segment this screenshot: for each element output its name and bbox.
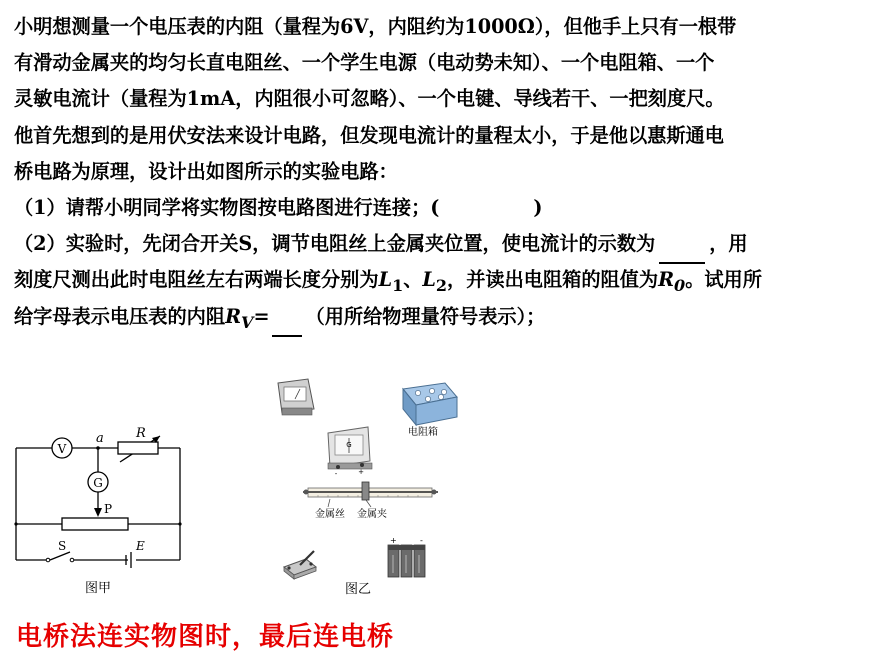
label-e: E bbox=[136, 539, 145, 553]
galv-minus-mark: - bbox=[334, 470, 338, 478]
red-hint-note: 电桥法连实物图时，最后连电桥 bbox=[16, 622, 395, 652]
apparatus-figure bbox=[270, 375, 460, 600]
caption-fig-a: 图甲 bbox=[84, 581, 112, 596]
battery-minus-mark: - bbox=[420, 536, 423, 545]
resistance-box bbox=[403, 383, 457, 425]
circuit-diagram bbox=[8, 420, 188, 600]
question-2-prefix: （2）实验时，先闭合开关S，调节电阻丝上金属夹位置，使电流计的示数为 bbox=[14, 232, 656, 256]
label-g: G bbox=[93, 476, 103, 490]
problem-line-4: 他首先想到的是用伏安法来设计电路，但发现电流计的量程太小，于是他以惠斯通电 bbox=[14, 123, 724, 147]
galv-plus-mark: + bbox=[358, 468, 364, 476]
switch-device bbox=[284, 551, 316, 579]
symbol-R0: R bbox=[658, 268, 675, 292]
problem-line-1: 小明想测量一个电压表的内阻（量程为6V，内阻约为1000Ω），但他手上只有一根带 bbox=[14, 15, 737, 38]
battery-plus-mark: + bbox=[390, 536, 397, 545]
question-2-line-2-post: 。试用所 bbox=[685, 268, 762, 292]
symbol-RV: R bbox=[225, 304, 242, 328]
battery-pack bbox=[388, 536, 425, 577]
question-2-line-3 bbox=[14, 299, 880, 335]
question-2-line-2-pre: 刻度尺测出此时电阻丝左右两端长度分别为 bbox=[14, 268, 379, 292]
question-2-suffix: ，用 bbox=[709, 232, 748, 256]
question-2-line-2 bbox=[14, 262, 880, 298]
problem-text bbox=[14, 9, 880, 335]
symbol-L2: L bbox=[422, 268, 436, 292]
answer-blank-current[interactable] bbox=[659, 226, 705, 264]
resistance-wire bbox=[62, 518, 128, 530]
label-v: V bbox=[57, 442, 67, 456]
question-1-text: （1）请帮小明同学将实物图按电路图进行连接；( bbox=[14, 195, 440, 219]
question-1-close: ) bbox=[533, 195, 543, 219]
symbol-sep: 、 bbox=[403, 268, 423, 292]
problem-line-3: 灵敏电流计（量程为1mA，内阻很小可忽略）、一个电键、导线若干、一把刻度尺。 bbox=[14, 87, 725, 111]
symbol-L2-sub: 2 bbox=[435, 276, 448, 296]
metal-wire-ruler bbox=[303, 482, 438, 507]
question-2-line-3-post: （用所给物理量符号表示）； bbox=[305, 304, 546, 328]
symbol-R0-sub: 0 bbox=[674, 276, 686, 296]
label-resistance-box: 电阻箱 bbox=[408, 427, 438, 438]
voltmeter-device bbox=[278, 379, 314, 415]
metal-clamp bbox=[362, 482, 369, 500]
question-2-line-2-mid: ，并读出电阻箱的阻值为 bbox=[447, 268, 659, 292]
label-p: P bbox=[104, 502, 113, 516]
galvanometer-device bbox=[328, 427, 372, 478]
label-r: R bbox=[136, 426, 146, 441]
problem-line-2: 有滑动金属夹的均匀长直电阻丝、一个学生电源（电动势未知）、一个电阻箱、一个 bbox=[14, 51, 715, 75]
label-metal-wire: 金属丝 bbox=[315, 509, 345, 520]
caption-fig-b: 图乙 bbox=[344, 582, 372, 597]
answer-blank-rv[interactable] bbox=[272, 299, 302, 337]
equals-sign: = bbox=[253, 304, 270, 328]
label-metal-clamp: 金属夹 bbox=[357, 509, 387, 520]
question-1 bbox=[14, 190, 880, 226]
symbol-RV-sub: V bbox=[241, 312, 254, 332]
label-a: a bbox=[96, 431, 104, 446]
question-2-line-3-pre: 给字母表示电压表的内阻 bbox=[14, 304, 226, 328]
problem-line-5: 桥电路为原理，设计出如图所示的实验电路： bbox=[14, 159, 398, 183]
symbol-L1-sub: 1 bbox=[392, 276, 404, 296]
question-2-line-1 bbox=[14, 226, 880, 262]
galv-g-mark: G bbox=[346, 441, 352, 449]
rheostat-r bbox=[118, 442, 158, 454]
symbol-L1: L bbox=[378, 268, 393, 292]
label-s: S bbox=[58, 539, 67, 553]
